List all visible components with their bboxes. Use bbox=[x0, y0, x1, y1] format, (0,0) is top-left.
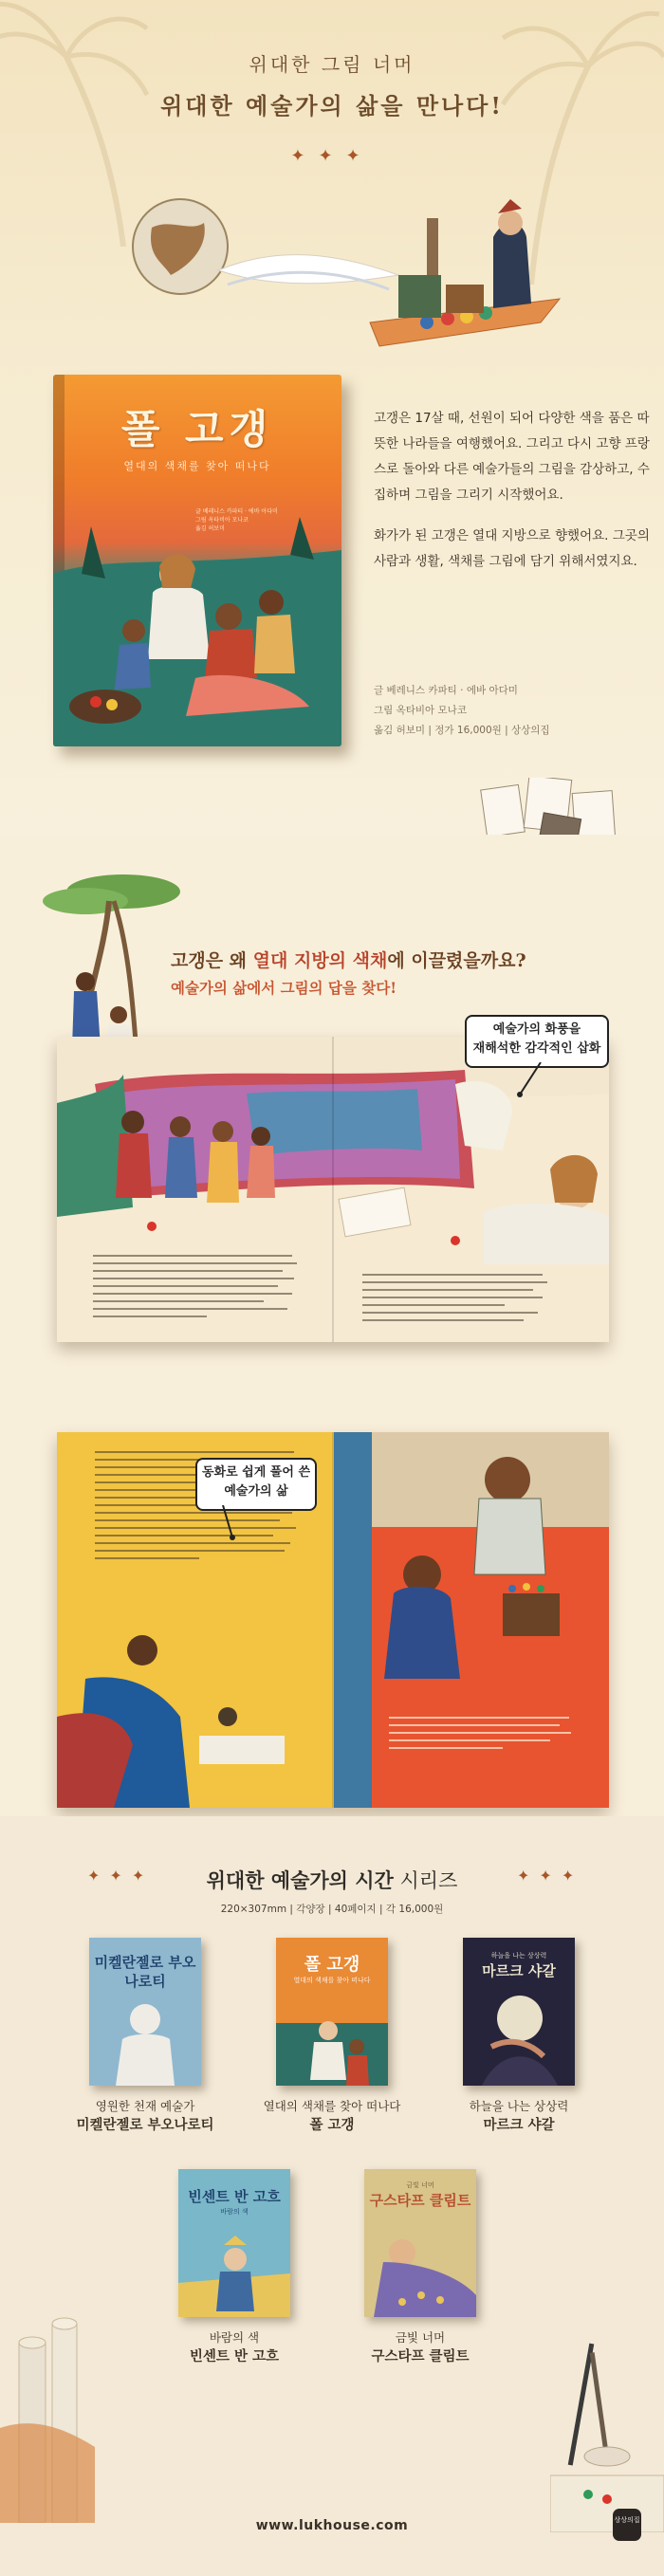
cover-title-klimt: 구스타프 클림트 bbox=[369, 2192, 471, 2209]
cover-sub-klimt: 금빛 너머 bbox=[406, 2181, 434, 2189]
callout2-pointer bbox=[204, 1505, 242, 1543]
book-cover-subtitle: 열대의 색채를 찾아 떠나다 bbox=[123, 460, 271, 472]
flying-carpet-illustration bbox=[114, 180, 569, 370]
cover-title-van-gogh: 빈센트 반 고흐 bbox=[188, 2188, 281, 2205]
series-cover-michelangelo bbox=[89, 1938, 201, 2086]
section2-question bbox=[171, 947, 645, 972]
book-cover-credit-writer: 글 베레니스 카파티 · 에바 아다미 bbox=[195, 508, 278, 515]
spread1-left-text bbox=[93, 1255, 302, 1323]
question-suffix: 에 이끌렸을까요? bbox=[387, 950, 526, 971]
callout2-line2: 예술가의 삶 bbox=[224, 1484, 288, 1499]
cover-title-michelangelo: 미켈란젤로 부오나로티 bbox=[94, 1954, 196, 1990]
section2-subtitle: 예술가의 삶에서 그림의 답을 찾다! bbox=[171, 979, 397, 997]
book-cover-credit-illustrator: 그림 옥타비아 모나코 bbox=[195, 517, 249, 524]
series-spec: 220×307mm | 각양장 | 40페이지 | 각 16,000원 bbox=[220, 1904, 444, 1915]
callout-story bbox=[195, 1458, 317, 1511]
series-caption-gauguin bbox=[237, 2097, 427, 2135]
hero-headline-line1: 위대한 그림 너머 bbox=[249, 53, 415, 76]
caption-van-gogh-sub: 바람의 색 bbox=[209, 2330, 260, 2345]
tree-illustration bbox=[19, 858, 180, 1067]
meta-illustrator: 그림 옥타비아 모나코 bbox=[374, 705, 467, 716]
question-prefix: 고갱은 왜 bbox=[171, 950, 253, 971]
series-title bbox=[0, 1866, 664, 1894]
intro-paragraph-1: 고갱은 17살 때, 선원이 되어 다양한 색을 품은 따뜻한 나라들을 여행했어요. 그리고 다시 고향 프랑스로 돌아와 다른 예술가들의 그림을 감상하고, 수집하며 그림을 그리기 시작했어요. bbox=[374, 411, 650, 503]
hero-section bbox=[0, 0, 664, 835]
meta-writer: 글 베레니스 카파티 · 에바 아다미 bbox=[374, 685, 518, 696]
series-stars-right: ✦✦✦ bbox=[517, 1867, 584, 1885]
caption-michelangelo-sub: 영원한 천재 예술가 bbox=[95, 2099, 195, 2113]
intro-paragraph-2: 화가가 된 고갱은 열대 지방으로 향했어요. 그곳의 사람과 생활, 색채를 그림에 담기 위해서였지요. bbox=[374, 528, 650, 569]
series-caption-chagall bbox=[424, 2097, 614, 2135]
caption-gauguin-sub: 열대의 색채를 찾아 떠나다 bbox=[263, 2099, 401, 2113]
callout-illustration-style bbox=[465, 1015, 609, 1068]
caption-gauguin-name: 폴 고갱 bbox=[309, 2118, 355, 2133]
book-cover-paul-gauguin bbox=[53, 375, 341, 746]
caption-michelangelo-name: 미켈란젤로 부오나로티 bbox=[76, 2118, 214, 2133]
series-cover-chagall bbox=[463, 1938, 575, 2086]
cover-title-gauguin: 폴 고갱 bbox=[304, 1955, 360, 1975]
cover-title-chagall: 마르크 샤갈 bbox=[482, 1962, 556, 1979]
spread2-right-text bbox=[389, 1717, 579, 1755]
spread1-gutter bbox=[332, 1037, 334, 1342]
intro-copy bbox=[374, 406, 658, 590]
callout1-pointer bbox=[512, 1062, 550, 1100]
cover-sub-van-gogh: 바람의 색 bbox=[220, 2208, 249, 2216]
series-title-bold: 위대한 예술가의 시간 bbox=[206, 1868, 394, 1892]
series-caption-klimt bbox=[325, 2328, 515, 2366]
hero-headline-line2: 위대한 예술가의 삶을 만나다! bbox=[160, 92, 504, 120]
book-cover-title: 폴 고갱 bbox=[120, 406, 274, 452]
website-url[interactable]: www.lukhouse.com bbox=[255, 2518, 409, 2533]
series-stars-left: ✦✦✦ bbox=[87, 1867, 155, 1885]
caption-chagall-name: 마르크 샤갈 bbox=[483, 2118, 555, 2133]
cover-sub-gauguin: 열대의 색채를 찾아 떠나다 bbox=[293, 1977, 371, 1984]
caption-chagall-sub: 하늘을 나는 상상력 bbox=[469, 2099, 569, 2113]
callout1-line1: 예술가의 화풍을 bbox=[492, 1022, 581, 1037]
series-cover-gauguin bbox=[276, 1938, 388, 2086]
callout2-line1: 동화로 쉽게 풀어 쓴 bbox=[201, 1465, 311, 1480]
spread2-gutter bbox=[332, 1432, 334, 1808]
series-cover-klimt bbox=[364, 2169, 476, 2317]
series-cover-van-gogh bbox=[178, 2169, 290, 2317]
book-spread-2 bbox=[57, 1432, 609, 1808]
caption-klimt-name: 구스타프 클림트 bbox=[371, 2349, 470, 2364]
cover-sub-chagall: 하늘을 나는 상상력 bbox=[490, 1952, 547, 1960]
callout1-line2: 재해석한 감각적인 삽화 bbox=[472, 1041, 601, 1056]
art-supplies-illustration bbox=[550, 2343, 664, 2532]
series-title-light: 시리즈 bbox=[393, 1869, 458, 1892]
publisher-logo bbox=[613, 2509, 641, 2541]
book-cover-credit-translator: 옮김 허보미 bbox=[195, 525, 225, 532]
paper-scrolls-illustration bbox=[0, 2314, 114, 2523]
book-meta bbox=[374, 681, 658, 741]
publisher-logo-text: 상상의집 bbox=[614, 2516, 640, 2524]
series-caption-van-gogh bbox=[139, 2328, 329, 2366]
meta-translator-price: 옮김 허보미 | 정가 16,000원 | 상상의집 bbox=[374, 725, 550, 736]
series-caption-michelangelo bbox=[50, 2097, 240, 2135]
caption-van-gogh-name: 빈센트 반 고흐 bbox=[189, 2349, 280, 2364]
book-cover-illustration bbox=[53, 517, 341, 746]
spread1-right-text bbox=[362, 1274, 552, 1327]
star-ornament: ✦✦✦ bbox=[290, 146, 374, 166]
caption-klimt-sub: 금빛 너머 bbox=[395, 2330, 446, 2345]
question-highlight: 열대 지방의 색채 bbox=[252, 950, 388, 971]
